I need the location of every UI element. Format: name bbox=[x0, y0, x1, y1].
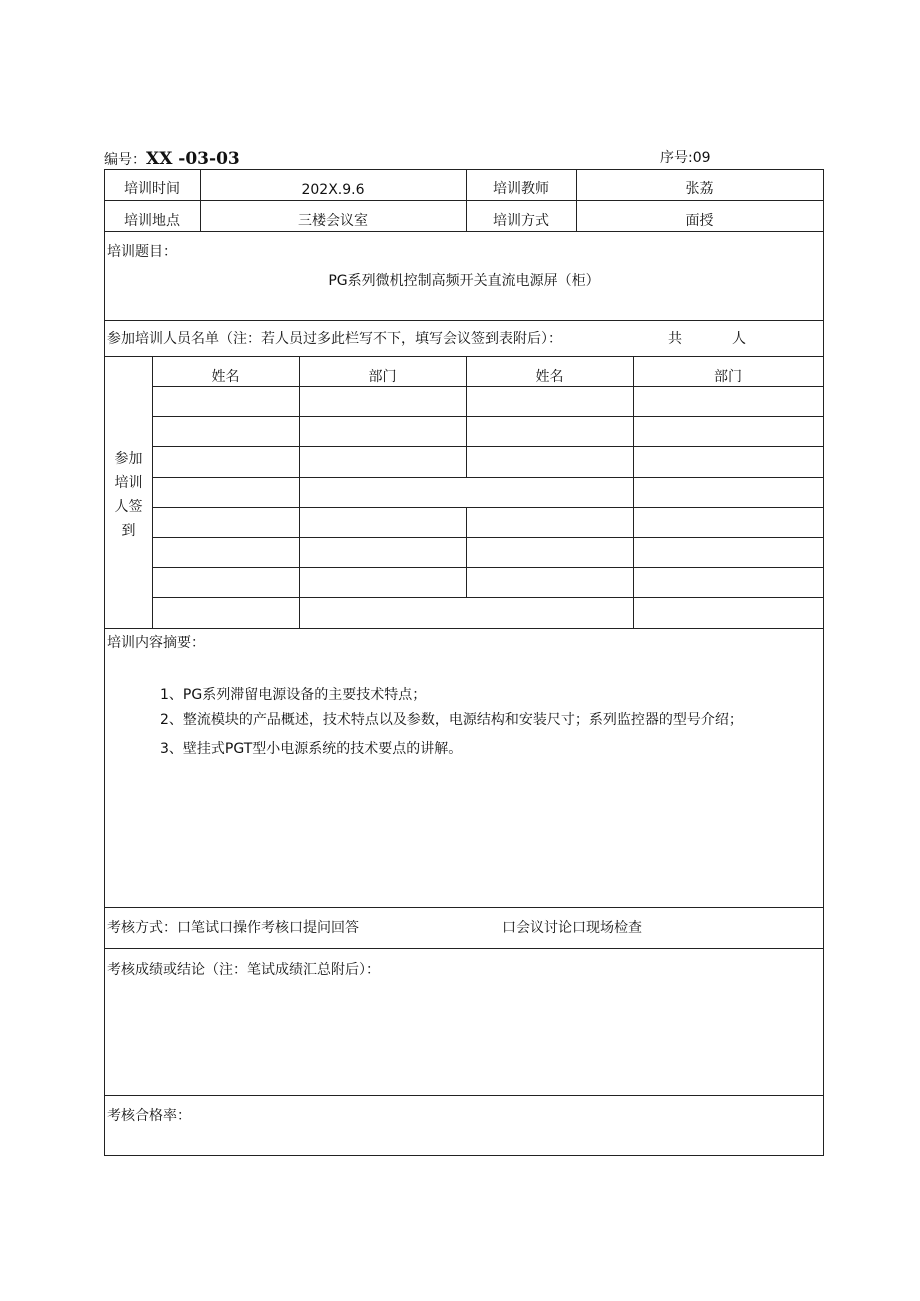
training-time-label: 培训时间 bbox=[124, 181, 180, 197]
training-teacher-value: 张荔 bbox=[685, 181, 714, 197]
training-mode-value: 面授 bbox=[685, 213, 714, 229]
attendee-total-suffix: 人 bbox=[732, 331, 746, 347]
summary-item-2: 2、整流模块的产品概述，技术特点以及参数，电源结构和安装尺寸；系列监控器的型号介绍； bbox=[160, 712, 743, 728]
document-code: XX -03-03 bbox=[146, 149, 240, 169]
summary-item-3: 3、壁挂式PGT型小电源系统的技术要点的讲解。 bbox=[160, 741, 463, 757]
training-topic-label: 培训题目： bbox=[107, 244, 177, 260]
assessment-result-label: 考核成绩或结论（注：笔试成绩汇总附后）： bbox=[107, 962, 380, 978]
training-place-label: 培训地点 bbox=[124, 213, 180, 229]
attendee-list-label: 参加培训人员名单（注：若人员过多此栏写不下，填写会议签到表附后）： bbox=[107, 331, 562, 347]
code-prefix: 编号： bbox=[104, 152, 146, 168]
header-department-1: 部门 bbox=[368, 369, 397, 385]
training-time-value: 202X.9.6 bbox=[301, 182, 365, 198]
header-name-2: 姓名 bbox=[535, 369, 564, 385]
assessment-method-extra: 口会议讨论口现场检查 bbox=[502, 920, 642, 936]
code-label bbox=[104, 150, 240, 169]
sequence-number: 序号:09 bbox=[660, 150, 711, 166]
content-summary-label: 培训内容摘要： bbox=[107, 635, 205, 651]
attendee-total-prefix: 共 bbox=[668, 331, 682, 347]
header-name-1: 姓名 bbox=[211, 369, 240, 385]
pass-rate-label: 考核合格率： bbox=[107, 1108, 191, 1124]
training-teacher-label: 培训教师 bbox=[493, 181, 549, 197]
training-place-value: 三楼会议室 bbox=[298, 213, 368, 229]
summary-item-1: 1、PG系列滞留电源设备的主要技术特点； bbox=[160, 687, 427, 703]
header-department-2: 部门 bbox=[714, 369, 742, 385]
training-topic-value: PG系列微机控制高频开关直流电源屏（柜） bbox=[328, 273, 600, 289]
training-mode-label: 培训方式 bbox=[493, 213, 549, 229]
assessment-method-label: 考核方式：口笔试口操作考核口提问回答 bbox=[107, 920, 359, 936]
signin-side-label: 参加 培训 人签 到 bbox=[114, 451, 143, 539]
